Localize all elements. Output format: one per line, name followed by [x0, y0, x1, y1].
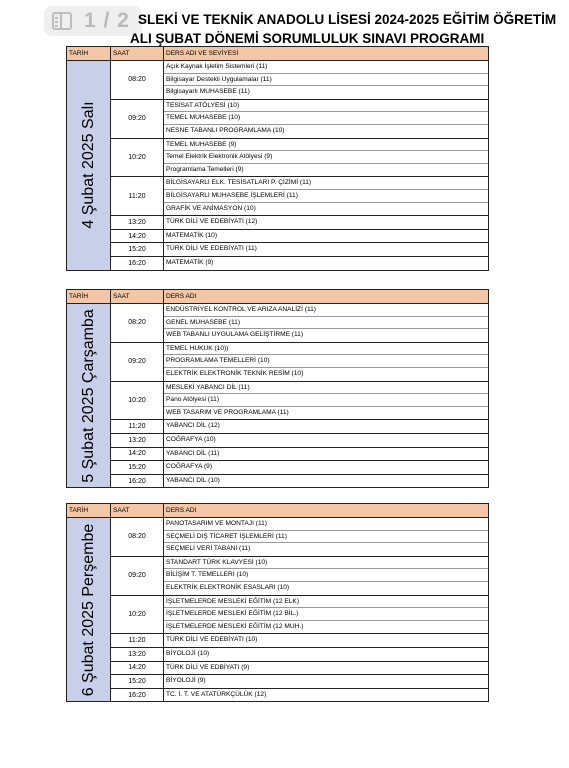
time-slot: [111, 100, 488, 139]
time-cell: 09:20: [111, 557, 164, 595]
time-cell: 15:20: [111, 675, 164, 688]
time-cell: 14:20: [111, 662, 164, 675]
course-row: PROGRAMLAMA TEMELLERİ (10): [164, 355, 488, 368]
course-row: MATEMATİK (9): [166, 258, 214, 266]
time-slot: [111, 648, 488, 662]
date-cell: [67, 61, 111, 270]
time-cell: 10:20: [111, 139, 164, 177]
time-slot: [111, 518, 488, 557]
course-row: Programlama Temelleri (9): [166, 165, 244, 173]
course-row: BİLİŞİM T. TEMELLERİ (10): [164, 569, 488, 582]
time-cell: 11:20: [111, 177, 164, 215]
time-slot: [111, 243, 488, 257]
course-row: TEMEL MUHASEBE (9): [164, 139, 488, 152]
document-title-line1: SLEKİ VE TEKNİK ANADOLU LİSESİ 2024-2025 EĞİTİM ÖĞRETİM: [138, 12, 557, 27]
time-slot: [111, 461, 488, 475]
course-row: TEMEL HUKUK (10)): [164, 343, 488, 356]
time-cell: 13:20: [111, 216, 164, 229]
course-row: YABANCI DİL (10): [166, 476, 220, 484]
date-label: 4 Şubat 2025 Salı: [79, 101, 97, 229]
course-row: YABANCI DİL (12): [166, 422, 220, 430]
date-label: 6 Şubat 2025 Perşembe: [79, 523, 97, 696]
time-slot: [111, 61, 488, 100]
time-slot: [111, 557, 488, 596]
course-row: Pano Atölyesi (11): [164, 394, 488, 407]
time-cell: 08:20: [111, 304, 164, 342]
date-cell: [67, 518, 111, 701]
time-cell: 08:20: [111, 61, 164, 99]
time-cell: 16:20: [111, 689, 164, 702]
course-row: WEB TASARIM VE PROGRAMLAMA (11): [166, 408, 289, 416]
course-row: TEMEL MUHASEBE (10): [164, 112, 488, 125]
course-row: GENEL MUHASEBE (11): [164, 317, 488, 330]
header-tarih: TARİH: [67, 47, 111, 60]
time-cell: 08:20: [111, 518, 164, 556]
course-row: BİLGİSAYARLI ELK. TESİSATLARI P. ÇİZİMİ (11): [164, 177, 488, 190]
course-row: ELEKTRİK ELEKTRONİK ESASLARI (10): [166, 583, 290, 591]
header-saat: SAAT: [111, 47, 164, 60]
course-row: Bilgisayarlı MUHASEBE (11): [166, 88, 250, 96]
time-cell: 13:20: [111, 434, 164, 447]
course-row: MESLEKİ YABANCI DİL (11): [164, 382, 488, 395]
course-row: MATEMATİK (10): [166, 231, 218, 239]
course-row: BİLGİSAYARLI MUHASEBE İŞLEMLERİ (11): [164, 190, 488, 203]
course-row: NESNE TABANLI PROGRAMLAMA (10): [166, 126, 285, 134]
course-row: TÜRK DİLİ VE EDEBİYATI (12): [166, 218, 258, 226]
time-cell: 14:20: [111, 448, 164, 461]
time-slot: [111, 216, 488, 230]
time-slot: [111, 139, 488, 178]
header-tarih: TARİH: [67, 290, 111, 303]
header-tarih: TARİH: [67, 504, 111, 517]
time-slot: [111, 448, 488, 462]
time-slot: [111, 634, 488, 648]
course-row: Temel Elektrik Elektronik Atölyesi (9): [164, 151, 488, 164]
document-title-line2: ALI ŞUBAT DÖNEMİ SORUMLULUK SINAVI PROGRAMI: [130, 31, 485, 46]
time-cell: 09:20: [111, 343, 164, 381]
course-row: İŞLETMELERDE MESLEKİ EĞİTİM (12 ELK): [164, 596, 488, 609]
time-slot: [111, 257, 488, 270]
time-slot: [111, 230, 488, 244]
course-row: TC. İ. T. VE ATATÜRKÇÜLÜK (12): [166, 690, 267, 698]
course-row: WEB TABANLI UYGULAMA GELİŞTİRME (11): [166, 331, 304, 339]
time-cell: 10:20: [111, 596, 164, 634]
time-cell: 14:20: [111, 230, 164, 243]
course-row: PANOTASARIM VE MONTAJI (11): [164, 518, 488, 531]
course-row: TÜRK DİLİ VE EDBİYATI (9): [166, 663, 250, 671]
date-cell: [67, 304, 111, 487]
course-row: COĞRAFYA (9): [166, 463, 213, 471]
course-row: ENDÜSTRİYEL KONTROL VE ARIZA ANALİZİ (11): [164, 304, 488, 317]
course-row: TÜRK DİLİ VE EDEBİYATI (11): [166, 245, 257, 253]
table-header: [67, 47, 488, 61]
time-cell: 16:20: [111, 257, 164, 270]
header-ders: DERS ADI: [166, 293, 197, 300]
course-row: TESİSAT ATÖLYESİ (10): [164, 100, 488, 113]
page-number: 1 / 2: [84, 9, 130, 32]
course-row: SEÇMELİ DIŞ TİCARET İŞLEMLERİ (11): [164, 531, 488, 544]
date-label: 5 Şubat 2025 Çarşamba: [79, 308, 97, 483]
time-cell: 09:20: [111, 100, 164, 138]
course-row: BİYOLOJİ (10): [166, 649, 210, 657]
time-slot: [111, 662, 488, 676]
header-ders: DERS ADI VE SEVİYESİ: [166, 50, 239, 57]
course-row: SEÇMELİ VERİ TABANI (11): [166, 545, 251, 553]
course-row: ELEKTRİK ELEKTRONİK TEKNİK RESİM (10): [166, 369, 304, 377]
course-row: YABANCI DİL (11): [166, 449, 220, 457]
sidebar-toggle-icon[interactable]: [52, 12, 72, 30]
header-saat: SAAT: [111, 504, 164, 517]
course-row: İŞLETMELERDE MESLEKİ EĞİTİM (12 MUH.): [166, 622, 304, 630]
course-row: İŞLETMELERDE MESLEKİ EĞİTİM (12 BİL.): [164, 608, 488, 621]
time-cell: 15:20: [111, 243, 164, 256]
time-slot: [111, 420, 488, 434]
table-header: [67, 290, 488, 304]
time-cell: 11:20: [111, 420, 164, 433]
time-slot: [111, 382, 488, 421]
time-slot: [111, 596, 488, 635]
time-cell: 15:20: [111, 461, 164, 474]
time-slot: [111, 475, 488, 488]
course-row: COĞRAFYA (10): [166, 435, 216, 443]
time-cell: 10:20: [111, 382, 164, 420]
time-cell: 11:20: [111, 634, 164, 647]
time-slot: [111, 689, 488, 702]
header-ders: DERS ADI: [166, 507, 197, 514]
time-slot: [111, 177, 488, 216]
day-table: [66, 289, 489, 488]
table-header: [67, 504, 488, 518]
day-table: [66, 46, 489, 271]
course-row: TÜRK DİLİ VE EDEBİYATI (10): [166, 636, 258, 644]
course-row: Bilgisayar Destekli Uygulamalar (11): [164, 74, 488, 87]
time-slot: [111, 304, 488, 343]
day-table: [66, 503, 489, 702]
time-cell: 16:20: [111, 475, 164, 488]
time-cell: 13:20: [111, 648, 164, 661]
course-row: BİYOLOJİ (9): [166, 677, 206, 685]
course-row: GRAFİK VE ANİMASYON (10): [166, 204, 256, 212]
time-slot: [111, 434, 488, 448]
time-slot: [111, 675, 488, 689]
course-row: STANDART TÜRK KLAVYESİ (10): [164, 557, 488, 570]
time-slot: [111, 343, 488, 382]
header-saat: SAAT: [111, 290, 164, 303]
course-row: Açık Kaynak İşletim Sistemleri (11): [164, 61, 488, 74]
